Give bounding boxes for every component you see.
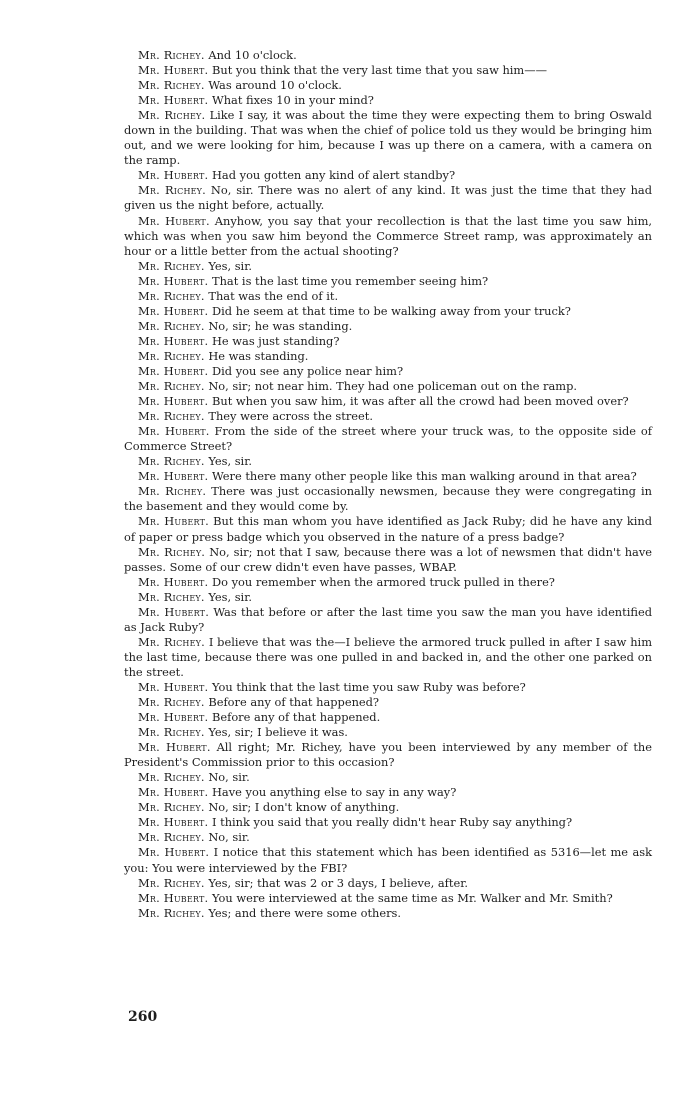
speaker-name: Mr. Hubert.	[138, 63, 209, 78]
speaker-name: Mr. Richey.	[138, 905, 205, 920]
testimony-text: I think you said that you really didn't hear Ruby say anything?	[212, 815, 573, 830]
transcript-entry	[124, 725, 652, 740]
testimony-text: Did he seem at that time to be walking away from your truck?	[212, 303, 571, 318]
speaker-name: Mr. Richey.	[138, 800, 205, 815]
testimony-text: No, sir.	[208, 770, 250, 785]
speaker-name: Mr. Hubert.	[138, 710, 209, 725]
transcript-entry	[124, 409, 652, 424]
transcript-entry	[124, 845, 652, 875]
transcript-entry	[124, 93, 652, 108]
testimony-text: No, sir. There was no alert of any kind. It was just the time that they had given us the night before, actually.	[124, 183, 652, 213]
transcript-entry	[124, 289, 652, 304]
testimony-text: Before any of that happened.	[212, 710, 381, 725]
speaker-name: Mr. Richey.	[138, 108, 206, 123]
speaker-name: Mr. Richey.	[138, 78, 205, 93]
testimony-text: That was the end of it.	[208, 288, 339, 303]
transcript-entry	[124, 424, 652, 454]
testimony-text: Yes, sir.	[208, 258, 253, 273]
speaker-name: Mr. Richey.	[138, 454, 205, 469]
speaker-name: Mr. Hubert.	[138, 890, 209, 905]
transcript-entry	[124, 635, 652, 680]
transcript-entry	[124, 710, 652, 725]
speaker-name: Mr. Richey.	[138, 634, 205, 649]
testimony-text: Yes, sir.	[208, 454, 253, 469]
speaker-name: Mr. Richey.	[138, 544, 206, 559]
testimony-text: No, sir; he was standing.	[208, 318, 353, 333]
transcript-entry	[124, 545, 652, 575]
testimony-text: There was just occasionally newsmen, because they were congregating in the basement and they would come by.	[124, 484, 652, 514]
speaker-name: Mr. Hubert.	[138, 740, 211, 755]
testimony-text: No, sir; I don't know of anything.	[208, 800, 400, 815]
transcript-entry	[124, 785, 652, 800]
testimony-text: Do you remember when the armored truck pulled in there?	[212, 574, 555, 589]
testimony-text: And 10 o'clock.	[208, 48, 297, 62]
testimony-text: No, sir; not that I saw, because there was a lot of newsmen that didn't have passes. Some of our crew didn't even have passes, WBAP.	[124, 544, 652, 574]
transcript-entry	[124, 379, 652, 394]
speaker-name: Mr. Richey.	[138, 409, 205, 424]
transcript-entry	[124, 78, 652, 93]
transcript-entry	[124, 364, 652, 379]
speaker-name: Mr. Richey.	[138, 875, 205, 890]
testimony-text: What fixes 10 in your mind?	[212, 93, 374, 108]
speaker-name: Mr. Richey.	[138, 770, 205, 785]
transcript-entry	[124, 740, 652, 770]
transcript-entry	[124, 590, 652, 605]
speaker-name: Mr. Richey.	[138, 589, 205, 604]
testimony-text: They were across the street.	[208, 409, 373, 424]
transcript-entry	[124, 48, 652, 63]
transcript-entry	[124, 695, 652, 710]
speaker-name: Mr. Hubert.	[138, 424, 210, 439]
testimony-text: But when you saw him, it was after all the crowd had been moved over?	[212, 394, 629, 409]
testimony-text: But this man whom you have identified as Jack Ruby; did he have any kind of paper or press badge which you observed in the nature of a press badge?	[124, 514, 652, 544]
transcript-entry	[124, 183, 652, 213]
transcript-entry	[124, 800, 652, 815]
speaker-name: Mr. Hubert.	[138, 604, 210, 619]
speaker-name: Mr. Richey.	[138, 484, 207, 499]
speaker-name: Mr. Richey.	[138, 183, 206, 198]
testimony-text: He was just standing?	[212, 333, 340, 348]
speaker-name: Mr. Richey.	[138, 725, 205, 740]
transcript-body	[124, 48, 652, 921]
testimony-text: He was standing.	[208, 348, 309, 363]
testimony-text: I believe that was the—I believe the armored truck pulled in after I saw him the last time, because there was one pulled in and backed in, and the other one parked on the street.	[124, 634, 652, 679]
testimony-text: You think that the last time you saw Ruby was before?	[212, 679, 526, 694]
testimony-text: Anyhow, you say that your recollection is that the last time you saw him, which was when you saw him beyond the Commerce Street ramp, was approximately an hour or a little better from the actual shooting?	[124, 213, 652, 258]
testimony-text: Yes, sir; that was 2 or 3 days, I believe, after.	[208, 875, 469, 890]
transcript-entry	[124, 680, 652, 695]
transcript-entry	[124, 319, 652, 334]
speaker-name: Mr. Richey.	[138, 379, 205, 394]
testimony-text: That is the last time you remember seeing him?	[212, 273, 489, 288]
speaker-name: Mr. Hubert.	[138, 273, 209, 288]
testimony-text: Was that before or after the last time you saw the man you have identified as Jack Ruby?	[124, 604, 652, 634]
transcript-entry	[124, 274, 652, 289]
speaker-name: Mr. Hubert.	[138, 574, 209, 589]
testimony-text: I notice that this statement which has been identified as 5316—let me ask you: You were interviewed by the FBI?	[124, 845, 652, 875]
transcript-entry	[124, 454, 652, 469]
speaker-name: Mr. Richey.	[138, 288, 205, 303]
testimony-text: Before any of that happened?	[208, 695, 380, 710]
speaker-name: Mr. Richey.	[138, 258, 205, 273]
transcript-entry	[124, 394, 652, 409]
speaker-name: Mr. Hubert.	[138, 394, 209, 409]
speaker-name: Mr. Hubert.	[138, 514, 209, 529]
transcript-entry	[124, 469, 652, 484]
testimony-text: Have you anything else to say in any way?	[212, 785, 457, 800]
testimony-text: But you think that the very last time that you saw him——	[212, 63, 548, 78]
transcript-entry	[124, 830, 652, 845]
transcript-entry	[124, 876, 652, 891]
transcript-entry	[124, 575, 652, 590]
transcript-entry	[124, 349, 652, 364]
transcript-entry	[124, 484, 652, 514]
page-number: 260	[128, 1009, 158, 1025]
testimony-text: You were interviewed at the same time as Mr. Walker and Mr. Smith?	[212, 890, 613, 905]
speaker-name: Mr. Hubert.	[138, 785, 209, 800]
transcript-entry	[124, 334, 652, 349]
transcript-entry	[124, 605, 652, 635]
transcript-entry	[124, 259, 652, 274]
testimony-text: All right; Mr. Richey, have you been interviewed by any member of the President's Commission prior to this occasion?	[124, 740, 652, 770]
transcript-entry	[124, 815, 652, 830]
speaker-name: Mr. Hubert.	[138, 363, 209, 378]
testimony-text: Like I say, it was about the time they were expecting them to bring Oswald down in the building. That was when the chief of police told us they would be bringing him out, and we were looking for him, because I was up there on a camera, with a camera on the ramp.	[124, 108, 652, 168]
speaker-name: Mr. Richey.	[138, 318, 205, 333]
transcript-entry	[124, 108, 652, 168]
testimony-text: Yes; and there were some others.	[208, 905, 402, 920]
testimony-text: Yes, sir; I believe it was.	[208, 725, 348, 740]
transcript-entry	[124, 168, 652, 183]
transcript-entry	[124, 770, 652, 785]
transcript-entry	[124, 906, 652, 921]
speaker-name: Mr. Richey.	[138, 48, 205, 62]
speaker-name: Mr. Hubert.	[138, 679, 209, 694]
transcript-entry	[124, 304, 652, 319]
testimony-text: No, sir.	[208, 830, 250, 845]
testimony-text: Was around 10 o'clock.	[208, 78, 342, 93]
speaker-name: Mr. Hubert.	[138, 815, 209, 830]
speaker-name: Mr. Richey.	[138, 695, 205, 710]
testimony-text: No, sir; not near him. They had one policeman out on the ramp.	[208, 379, 578, 394]
testimony-text: Yes, sir.	[208, 589, 253, 604]
transcript-entry	[124, 514, 652, 544]
speaker-name: Mr. Richey.	[138, 830, 205, 845]
speaker-name: Mr. Hubert.	[138, 303, 209, 318]
transcript	[124, 48, 652, 921]
transcript-entry	[124, 63, 652, 78]
speaker-name: Mr. Hubert.	[138, 168, 209, 183]
testimony-text: Were there many other people like this man walking around in that area?	[212, 469, 637, 484]
testimony-text: From the side of the street where your truck was, to the opposite side of Commerce Street?	[124, 424, 652, 454]
testimony-text: Had you gotten any kind of alert standby?	[212, 168, 456, 183]
speaker-name: Mr. Hubert.	[138, 845, 210, 860]
speaker-name: Mr. Hubert.	[138, 213, 210, 228]
speaker-name: Mr. Richey.	[138, 348, 205, 363]
speaker-name: Mr. Hubert.	[138, 333, 209, 348]
transcript-entry	[124, 214, 652, 259]
testimony-text: Did you see any police near him?	[212, 363, 404, 378]
transcript-entry	[124, 891, 652, 906]
speaker-name: Mr. Hubert.	[138, 93, 209, 108]
speaker-name: Mr. Hubert.	[138, 469, 209, 484]
